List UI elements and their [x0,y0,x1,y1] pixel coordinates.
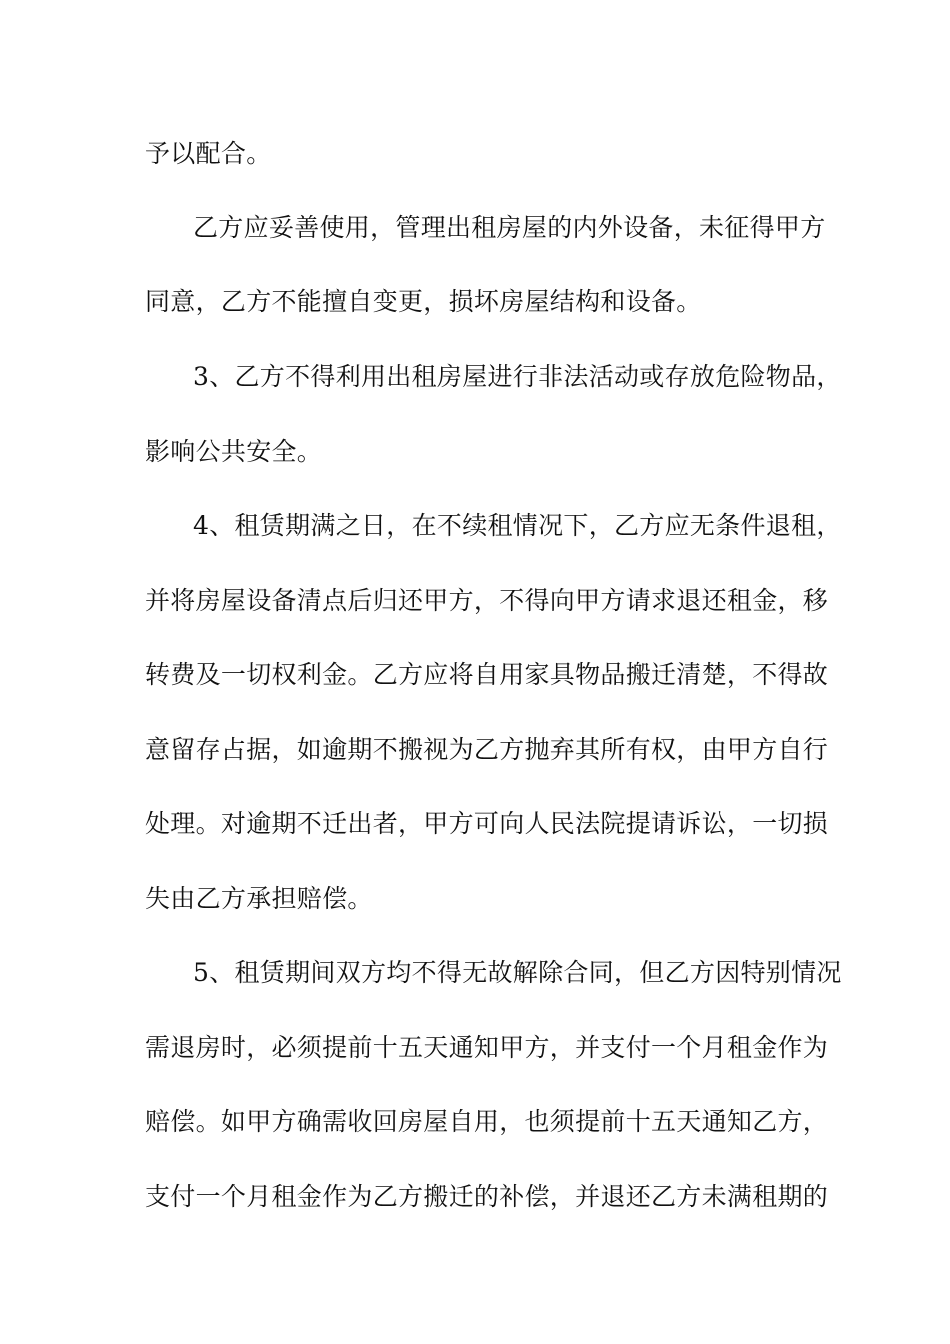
text-line: 予以配合。 [145,139,272,168]
text-line: 处理。对逾期不迁出者，甲方可向人民法院提请诉讼，一切损 [145,809,829,838]
paragraph-start-line: 3、乙方不得利用出租房屋进行非法活动或存放危险物品， [193,362,842,391]
paragraph-start-line: 5、租赁期间双方均不得无故解除合同，但乙方因特别情况 [193,958,842,987]
text-line: 需退房时，必须提前十五天通知甲方，并支付一个月租金作为 [145,1033,829,1062]
paragraph-start-line: 4、租赁期满之日，在不续租情况下，乙方应无条件退租， [193,511,842,540]
text-line: 转费及一切权利金。乙方应将自用家具物品搬迁清楚，不得故 [145,660,829,689]
paragraph-start-line: 乙方应妥善使用，管理出租房屋的内外设备，未征得甲方 [193,213,826,242]
text-line: 影响公共安全。 [145,437,323,466]
text-line: 赔偿。如甲方确需收回房屋自用，也须提前十五天通知乙方， [145,1107,829,1136]
text-line: 同意，乙方不能擅自变更，损坏房屋结构和设备。 [145,287,702,316]
text-line: 意留存占据，如逾期不搬视为乙方抛弃其所有权，由甲方自行 [145,735,829,764]
text-line: 并将房屋设备清点后归还甲方，不得向甲方请求退还租金，移 [145,586,829,615]
text-line: 支付一个月租金作为乙方搬迁的补偿，并退还乙方未满租期的 [145,1182,829,1211]
text-line: 失由乙方承担赔偿。 [145,884,373,913]
